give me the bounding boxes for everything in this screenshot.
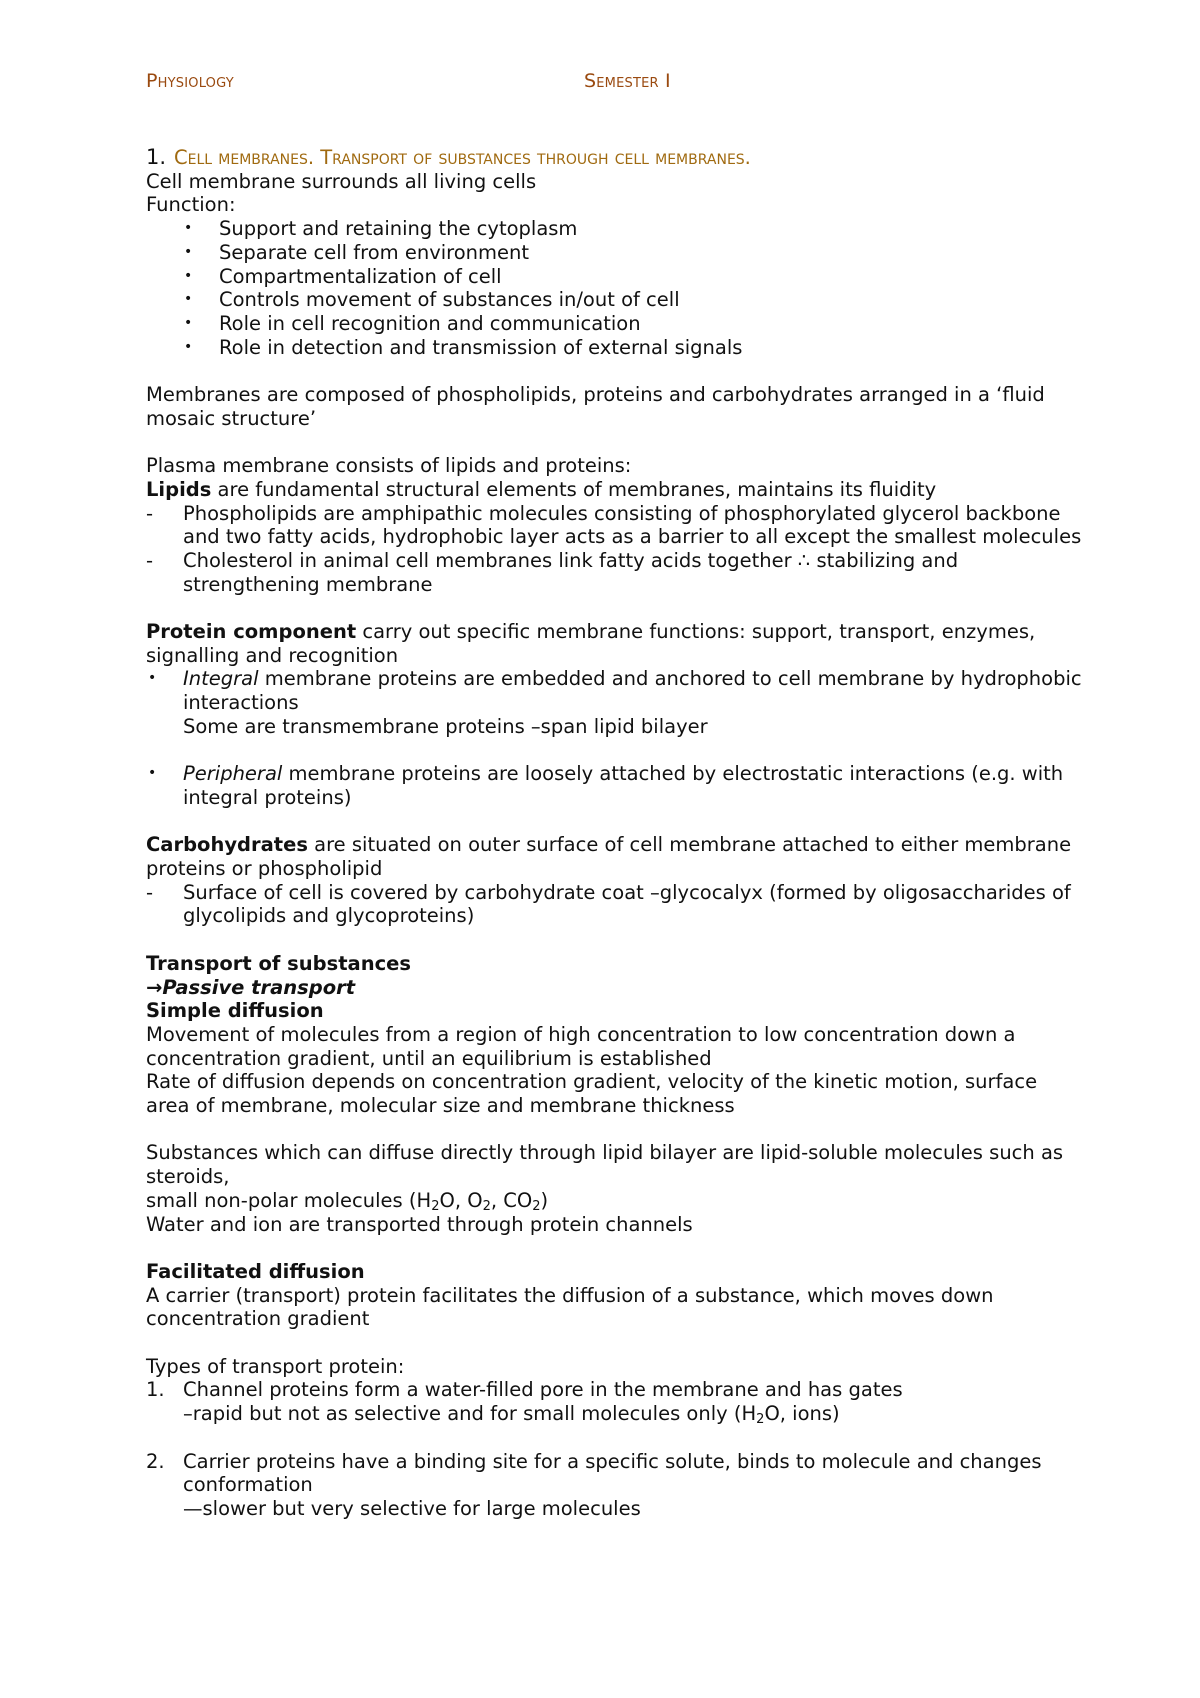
protein-text: carry out specific membrane functions: support, transport, enzymes, signalling and recognition [146,620,1036,667]
carbs-paragraph [146,833,1086,880]
text-part: small non-polar molecules (H [146,1188,432,1212]
header-right: Semester I [584,70,671,92]
function-label: Function: [146,193,236,217]
list-item [146,1378,1086,1428]
type2-sub: —slower but very selective for large molecules [183,1496,641,1520]
simple-paragraph-2: Rate of diffusion depends on concentration gradient, velocity of the kinetic motion, surface area of membrane, molecular size and membrane thickness [146,1070,1038,1118]
types-list [146,1378,1086,1428]
list-item: - Surface of cell is covered by carbohydrate coat –glycocalyx (formed by oligosaccharides of glycolipids and glycoproteins) [146,881,1086,928]
section-title: Cell membranes. Transport of substances through cell membranes. [174,146,751,169]
carbs-text: are situated on outer surface of cell membrane attached to either membrane proteins or phospholipid [146,833,1072,881]
list-item: • Role in cell recognition and communication [146,312,1086,336]
list-item: - Phospholipids are amphipathic molecules consisting of phosphorylated glycerol backbone and two fatty acids, hydrophobic layer acts as a barrier to all except the smallest molecules [146,502,1086,549]
peripheral-term: Peripheral [183,762,283,786]
substances-paragraph-1: Substances which can diffuse directly through lipid bilayer are lipid-soluble molecules such as steroids, [146,1141,1064,1189]
header-left: Physiology [146,70,234,92]
list-item [146,667,1086,738]
protein-term: Protein component [146,620,357,644]
list-item: • Compartmentalization of cell [146,265,1086,289]
text-part: , CO [490,1188,533,1212]
text-part: O, O [439,1188,483,1212]
intro-line: Cell membrane surrounds all living cells [146,169,537,193]
protein-list-2 [146,762,1086,809]
type2-text: Carrier proteins have a binding site for a specific solute, binds to molecule and changes conformation [183,1449,1042,1497]
integral-text: membrane proteins are embedded and anchored to cell membrane by hydrophobic interactions [183,667,1082,715]
plasma-line: Plasma membrane consists of lipids and proteins: [146,454,632,478]
protein-paragraph [146,620,1086,667]
peripheral-text: membrane proteins are loosely attached by electrostatic interactions (e.g. with integral proteins) [183,762,1064,809]
passive-heading: →Passive transport [146,975,356,999]
facilitated-heading: Facilitated diffusion [146,1259,365,1283]
list-number: 1. [146,1378,165,1402]
types-list-2 [146,1450,1086,1521]
text-part: O, ions) [764,1402,840,1426]
subscript: 2 [431,1198,440,1214]
list-item: • Support and retaining the cytoplasm [146,217,1086,241]
carbs-term: Carbohydrates [146,833,308,857]
substances-paragraph-3: Water and ion are transported through protein channels [146,1212,693,1236]
transport-heading: Transport of substances [146,951,411,975]
types-label: Types of transport protein: [146,1354,405,1378]
substances-paragraph-2 [146,1189,1086,1213]
list-item: • Role in detection and transmission of external signals [146,336,1086,360]
section-number: 1. [146,145,167,169]
lipids-text: are fundamental structural elements of membranes, maintains its fluidity [211,477,937,501]
composition-paragraph: Membranes are composed of phospholipids, proteins and carbohydrates arranged in a ‘fluid mosaic structure’ [146,383,1045,430]
facilitated-paragraph: A carrier (transport) protein facilitates the diffusion of a substance, which moves down concentration gradient [146,1283,994,1331]
simple-heading: Simple diffusion [146,999,324,1023]
text-part: –rapid but not as selective and for small molecules only (H [183,1402,757,1426]
subscript: 2 [756,1412,765,1428]
list-item [146,1450,1086,1521]
simple-paragraph-1: Movement of molecules from a region of high concentration to low concentration down a concentration gradient, until an equilibrium is established [146,1022,1016,1070]
subscript: 2 [532,1198,541,1214]
lipids-paragraph [146,478,1086,502]
list-item: • Separate cell from environment [146,241,1086,265]
integral-sub: Some are transmembrane proteins –span lipid bilayer [183,714,708,738]
section-heading [146,146,1086,170]
lipid-list [146,502,1086,597]
subscript: 2 [482,1198,491,1214]
type1-text: Channel proteins form a water-filled pore in the membrane and has gates [183,1378,903,1402]
document-body [146,146,1086,1521]
integral-term: Integral [183,667,259,691]
list-number: 2. [146,1449,165,1473]
list-item [146,762,1086,809]
protein-list [146,667,1086,738]
text-part: ) [540,1188,549,1212]
lipids-term: Lipids [146,477,212,501]
list-item: • Controls movement of substances in/out of cell [146,288,1086,312]
function-list [146,217,1086,359]
list-item: - Cholesterol in animal cell membranes link fatty acids together ∴ stabilizing and strengthening membrane [146,549,1086,596]
carbs-list [146,881,1086,928]
